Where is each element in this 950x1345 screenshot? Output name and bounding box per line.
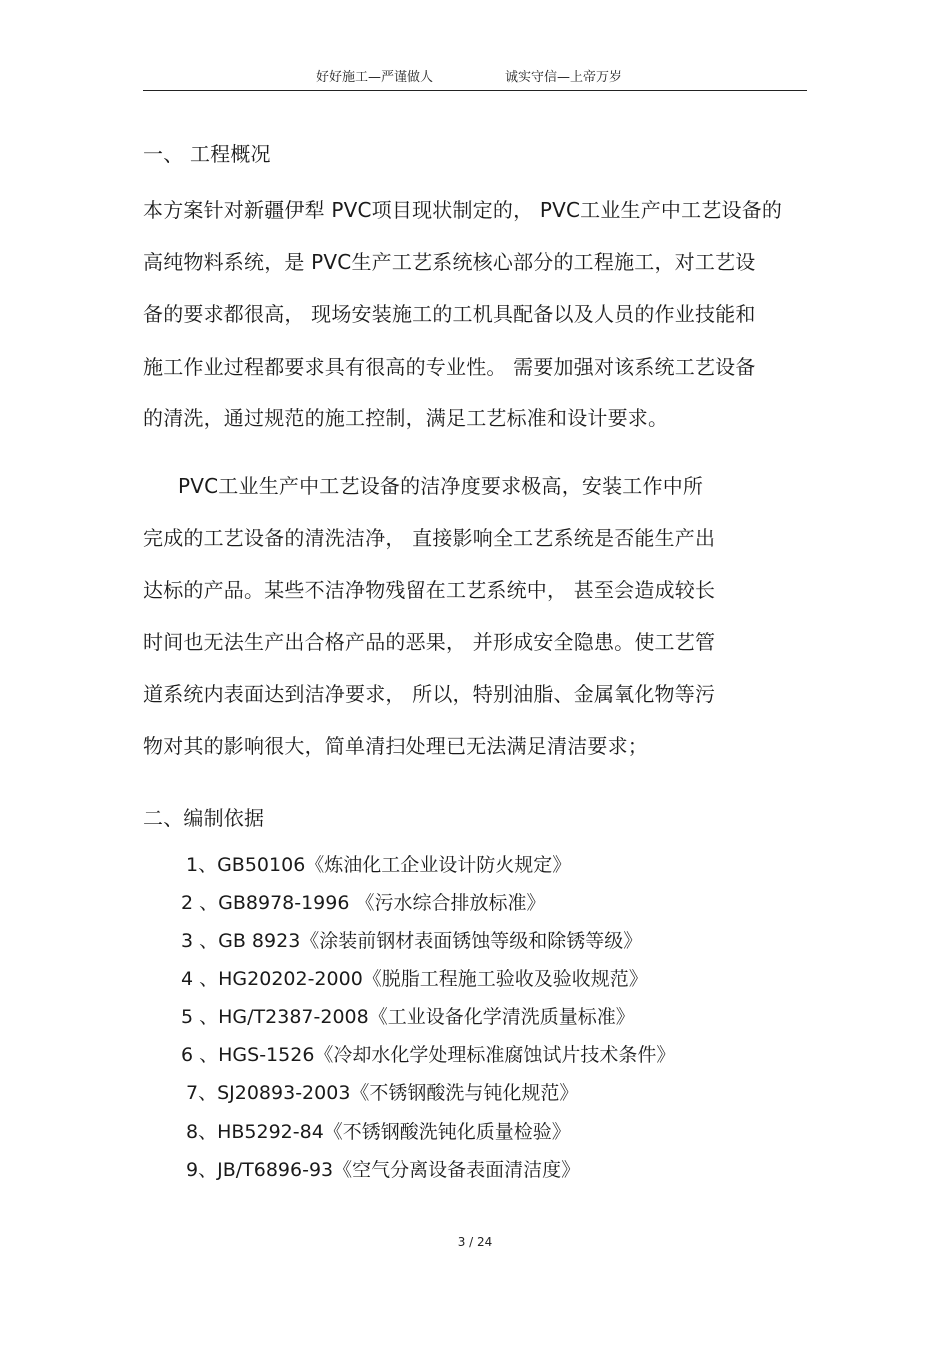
reference-item: 2 、GB8978-1996 《污水综合排放标准》 xyxy=(181,892,546,914)
header-right-text: 诚实守信—上帝万岁 xyxy=(505,70,623,85)
section-2-heading: 二、编制依据 xyxy=(143,806,265,830)
paragraph-1-line-4: 施工作业过程都要求具有很高的专业性。 需要加强对该系统工艺设备 xyxy=(143,355,756,379)
reference-item: 8、HB5292-84《不锈钢酸洗钝化质量检验》 xyxy=(186,1121,571,1143)
page-number: 3 / 24 xyxy=(457,1235,493,1249)
paragraph-2-line-6: 物对其的影响很大，简单清扫处理已无法满足清洁要求； xyxy=(143,734,648,758)
header-rule xyxy=(143,90,807,91)
section-1-heading: 一、 工程概况 xyxy=(143,142,271,166)
header-left-text: 好好施工—严谨做人 xyxy=(316,70,434,85)
paragraph-2-line-3: 达标的产品。某些不洁净物残留在工艺系统中， 甚至会造成较长 xyxy=(143,578,716,602)
reference-item: 1、GB50106《炼油化工企业设计防火规定》 xyxy=(186,854,572,876)
reference-item: 6 、HGS-1526《冷却水化学处理标准腐蚀试片技术条件》 xyxy=(181,1044,676,1066)
paragraph-1-line-2: 高纯物料系统，是 PVC生产工艺系统核心部分的工程施工，对工艺设 xyxy=(143,250,756,274)
reference-item: 4 、HG20202-2000《脱脂工程施工验收及验收规范》 xyxy=(181,968,648,990)
paragraph-2-line-2: 完成的工艺设备的清洗洁净， 直接影响全工艺系统是否能生产出 xyxy=(143,526,716,550)
paragraph-1-line-1: 本方案针对新疆伊犁 PVC项目现状制定的， PVC工业生产中工艺设备的 xyxy=(143,198,783,222)
paragraph-1-line-3: 备的要求都很高， 现场安装施工的工机具配备以及人员的作业技能和 xyxy=(143,302,756,326)
paragraph-2-line-4: 时间也无法生产出合格产品的恶果， 并形成安全隐患。使工艺管 xyxy=(143,630,716,654)
reference-item: 5 、HG/T2387-2008《工业设备化学清洗质量标准》 xyxy=(181,1006,635,1028)
reference-item: 7、SJ20893-2003《不锈钢酸洗与钝化规范》 xyxy=(186,1082,579,1104)
paragraph-2-line-1: PVC工业生产中工艺设备的洁净度要求极高，安装工作中所 xyxy=(178,474,704,498)
paragraph-1-line-5: 的清洗，通过规范的施工控制，满足工艺标准和设计要求。 xyxy=(143,406,669,430)
paragraph-2-line-5: 道系统内表面达到洁净要求， 所以，特别油脂、金属氧化物等污 xyxy=(143,682,716,706)
reference-item: 9、JB/T6896-93《空气分离设备表面清洁度》 xyxy=(186,1159,581,1181)
page-header xyxy=(0,66,950,86)
reference-item: 3 、GB 8923《涂装前钢材表面锈蚀等级和除锈等级》 xyxy=(181,930,643,952)
